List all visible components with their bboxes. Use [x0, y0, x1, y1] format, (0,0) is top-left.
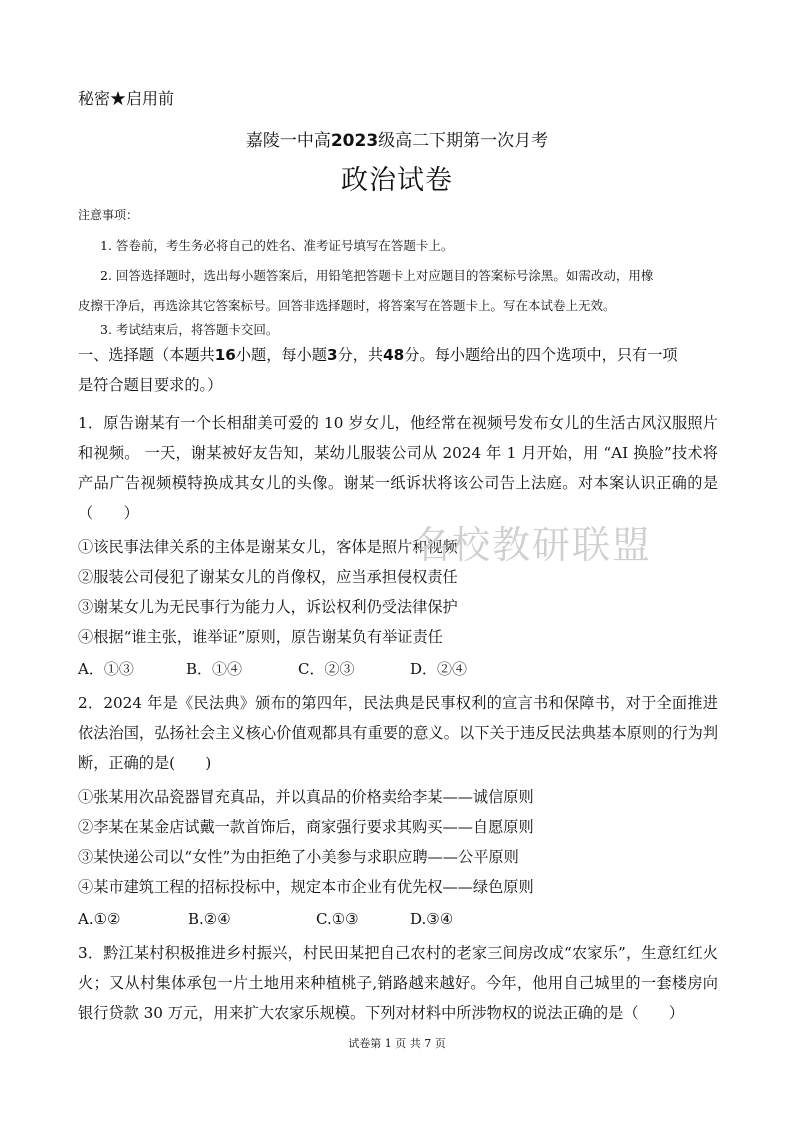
q1-answer-d: D．②④ — [410, 660, 468, 678]
q1-answer-c: C．②③ — [298, 660, 355, 678]
q1-answer-b: B．①④ — [186, 660, 243, 678]
q1-option-1: ①该民事法律关系的主体是谢某女儿，客体是照片和视频 — [78, 538, 458, 556]
q2-answer-c: C.①③ — [316, 910, 359, 928]
section-total: 48 — [383, 346, 405, 364]
confidential-mark: 秘密★启用前 — [78, 89, 175, 108]
exam-title — [0, 126, 794, 151]
q2-answer-b: B.②④ — [188, 910, 231, 928]
notice-heading: 注意事项： — [78, 208, 139, 222]
section-score: 3 — [326, 346, 338, 364]
section-heading — [78, 344, 678, 365]
q2-option-2: ②李某在某金店试戴一款首饰后，商家强行要求其购买——自愿原则 — [78, 818, 534, 836]
q2-answer-a: A.①② — [78, 910, 121, 928]
q2-option-4: ④某市建筑工程的招标投标中，规定本市企业有优先权——绿色原则 — [78, 878, 534, 896]
section-text: 分，共 — [337, 346, 384, 364]
section-text: 小题，每小题 — [235, 346, 327, 364]
q1-option-2: ②服装公司侵犯了谢某女儿的肖像权，应当承担侵权责任 — [78, 568, 458, 586]
notice-item-2-cont: 皮擦干净后，再选涂其它答案标号。回答非选择题时，将答案写在答题卡上。写在本试卷上无效。 — [78, 298, 616, 313]
section-count: 16 — [214, 346, 236, 364]
q1-option-3: ③谢某女儿为无民事行为能力人，诉讼权利仍受法律保护 — [78, 598, 458, 616]
exam-title-prefix: 嘉陵一中高 — [245, 131, 331, 151]
section-text: 分。每小题给出的四个选项中，只有一项 — [404, 346, 678, 364]
q2-stem: 2．2024 年是《民法典》颁布的第四年，民法典是民事权利的宣言书和保障书，对于全面推进依法治国，弘扬社会主义核心价值观都具有重要的意义。以下关于违反民法典基本原则的行为判断，正确的是( ) — [78, 694, 718, 772]
q2-option-3: ③某快递公司以“女性”为由拒绝了小美参与求职应聘——公平原则 — [78, 848, 519, 866]
q2-answers — [78, 910, 453, 928]
q1-stem: 1．原告谢某有一个长相甜美可爱的 10 岁女儿，他经常在视频号发布女儿的生活古风汉服照片和视频。 一天，谢某被好友告知，某幼儿服装公司从 2024 年 1 月开始，用 “AI 换脸”技术将产品广告视频模特换成其女儿的头像。谢某一纸诉状将该公司告上法庭。对本案认识正确的是（ ） — [78, 414, 718, 522]
notice-item-3: 3. 考试结束后，将答题卡交回。 — [100, 322, 279, 337]
notice-item-2: 2. 回答选择题时，选出每小题答案后，用铅笔把答题卡上对应题目的答案标号涂黑。如需改动，用橡 — [100, 268, 654, 283]
subject-title: 政治试卷 — [341, 165, 453, 196]
page-footer: 试卷第 1 页 共 7 页 — [348, 1037, 446, 1050]
q1-option-4: ④根据“谁主张，谁举证”原则，原告谢某负有举证责任 — [78, 628, 443, 646]
exam-title-suffix: 级高二下期第一次月考 — [378, 131, 549, 151]
q3-stem: 3．黔江某村积极推进乡村振兴，村民田某把自己农村的老家三间房改成“农家乐”，生意红红火火；又从村集体承包一片土地用来种植桃子,销路越来越好。今年，他用自己城里的一套楼房向银行贷款 30 万元，用来扩大农家乐规模。下列对材料中所涉物权的说法正确的是（ ） — [78, 944, 718, 1022]
section-heading-line2: 是符合题目要求的。） — [78, 376, 223, 394]
q2-option-1: ①张某用次品瓷器冒充真品，并以真品的价格卖给李某——诚信原则 — [78, 788, 534, 806]
q1-answers — [78, 658, 467, 679]
notice-item-1: 1. 答卷前，考生务必将自己的姓名、准考证号填写在答题卡上。 — [100, 238, 454, 253]
watermark: 名校教研联盟 — [412, 523, 653, 567]
q1-answer-a: A．①③ — [78, 660, 134, 678]
section-text: 一、选择题（本题共 — [78, 346, 215, 364]
exam-title-year: 2023 — [330, 131, 379, 151]
q2-answer-d: D.③④ — [410, 910, 454, 928]
